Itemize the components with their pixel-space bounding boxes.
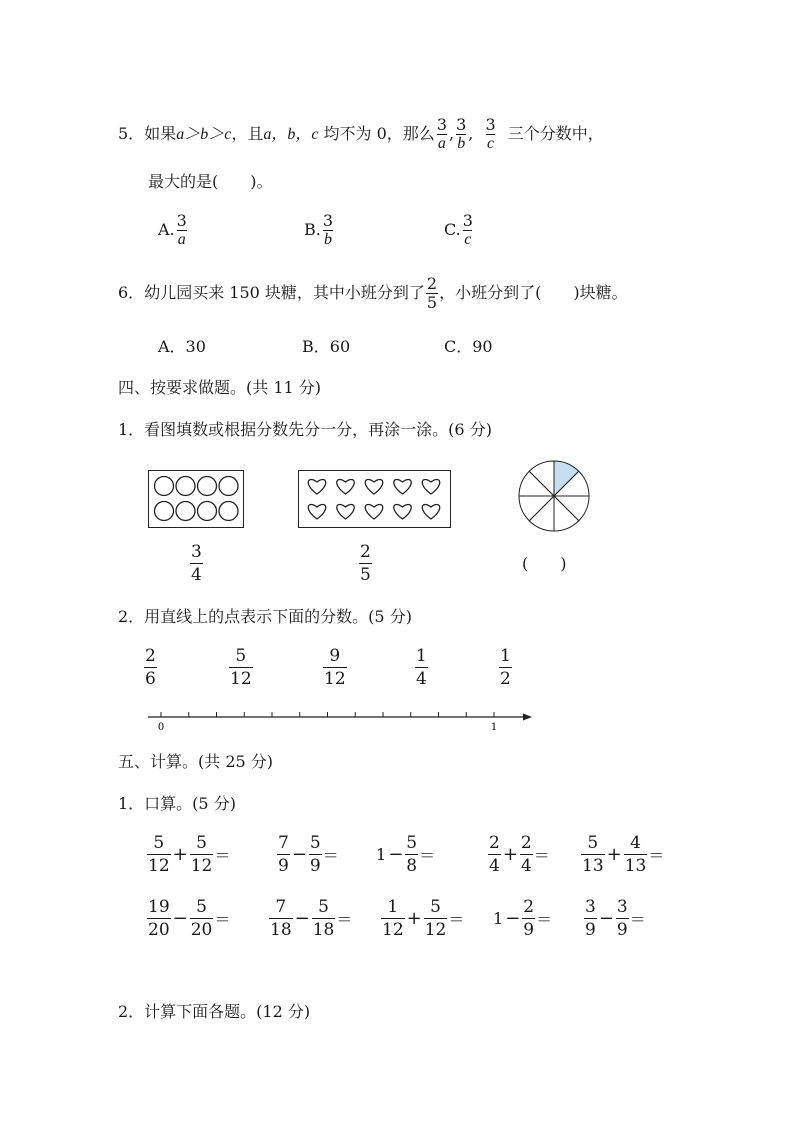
equals-sign: ＝ (336, 910, 353, 929)
mental-math-item[interactable] (380, 896, 464, 941)
circle-shape (219, 477, 238, 496)
operator: − (291, 844, 307, 865)
operand-fraction: $\frac{5}{18}$ (312, 897, 335, 940)
mental-math-item[interactable] (146, 896, 230, 941)
q6-frac: $\frac{2}{5}$ (426, 274, 438, 312)
q5-frac-b: $\frac{3}{b}$ (456, 115, 467, 152)
pie-answer-blank[interactable]: ( ) (522, 554, 567, 573)
circle-shape (155, 502, 174, 521)
numline-frac-3: $\frac{9}{12}$ (324, 646, 346, 689)
heart-shape (422, 505, 439, 519)
numline-frac-5: $\frac{1}{2}$ (500, 646, 511, 689)
operator: + (406, 908, 422, 929)
circle-shape (155, 477, 174, 496)
hearts-graphic (299, 471, 449, 526)
number-line (140, 705, 540, 735)
operator: + (172, 844, 188, 865)
q5-line1: 5．如果a＞b＞c，且a，b，c 均不为 0，那么 $\frac{3}{a}$ , $\frac{3}{b}$ , $\frac{3}{c}$ 三个分数中， (118, 115, 604, 152)
operator: + (502, 844, 518, 865)
hearts-box (298, 470, 451, 528)
equals-sign: ＝ (448, 910, 465, 929)
operator: − (172, 908, 188, 929)
heart-shape (365, 480, 382, 494)
heart-shape (308, 505, 325, 519)
q5-frac-a: $\frac{3}{a}$ (436, 115, 447, 152)
operand-fraction: 1 12 (382, 897, 404, 940)
operand-fraction: 7 18 (270, 897, 292, 940)
q6-option-b[interactable]: B．60 (302, 337, 351, 356)
frac-2-5: $\frac{2}{5}$ (360, 542, 371, 585)
tick-label-0: 0 (157, 722, 165, 733)
equals-sign: ＝ (648, 846, 665, 865)
operand-fraction: 3 9 (585, 897, 596, 940)
operator: − (505, 908, 521, 929)
equals-sign: ＝ (533, 846, 550, 865)
mental-math-item[interactable] (376, 832, 435, 877)
mental-math-item[interactable] (146, 832, 230, 877)
circle-shape (198, 502, 217, 521)
operand-fraction: $\frac{5}{12}$ (190, 833, 213, 876)
heart-shape (365, 505, 382, 519)
circles-graphic (149, 471, 242, 526)
operand-fraction: 5 12 (148, 833, 170, 876)
mental-math-item[interactable] (487, 832, 550, 877)
section4-title: 四、按要求做题。(共 11 分) (118, 378, 322, 397)
section5-q1: 1．口算。(5 分) (118, 794, 236, 813)
circle-shape (176, 477, 195, 496)
operand-fraction: $\frac{5}{8}$ (406, 833, 418, 876)
number-line-arrow (523, 714, 532, 721)
frac-3-4: $\frac{3}{4}$ (191, 542, 202, 585)
operand-fraction: 2 4 (489, 833, 500, 876)
equals-sign: ＝ (214, 846, 231, 865)
mental-math-item[interactable] (493, 896, 552, 941)
pie-chart (514, 456, 594, 536)
q5-option-a[interactable]: A. $\frac{3}{a}$ (158, 211, 187, 248)
mental-math-item[interactable] (268, 896, 352, 941)
operand-fraction: $\frac{3}{9}$ (616, 897, 628, 940)
q5-line2: 最大的是( )。 (148, 172, 273, 191)
heart-shape (337, 480, 354, 494)
mental-math-item[interactable] (580, 832, 664, 877)
circles-box (148, 470, 244, 528)
equals-sign: ＝ (419, 846, 436, 865)
q5-option-c[interactable]: C. $\frac{3}{c}$ (444, 211, 473, 248)
numline-frac-4: $\frac{1}{4}$ (416, 646, 427, 689)
whole-number: 1 (493, 909, 504, 928)
operand-fraction: $\frac{5}{20}$ (190, 897, 213, 940)
whole-number: 1 (376, 845, 387, 864)
equals-sign: ＝ (536, 910, 553, 929)
q6-line: 6．幼儿园买来 150 块糖，其中小班分到了 $\frac{2}{5}$ ，小班分到了( )块糖。 (118, 274, 628, 312)
heart-shape (422, 480, 439, 494)
operand-fraction: $\frac{2}{4}$ (520, 833, 532, 876)
equals-sign: ＝ (214, 910, 231, 929)
q6-option-a[interactable]: A．30 (158, 337, 206, 356)
operand-fraction: 5 13 (582, 833, 604, 876)
tick-label-1: 1 (490, 722, 498, 733)
heart-shape (394, 480, 411, 494)
mental-math-item[interactable] (276, 832, 339, 877)
heart-shape (394, 505, 411, 519)
circle-shape (219, 502, 238, 521)
operand-fraction: $\frac{2}{9}$ (523, 897, 535, 940)
q6-option-c[interactable]: C．90 (444, 337, 493, 356)
operator: − (598, 908, 614, 929)
section5-q2: 2．计算下面各题。(12 分) (118, 1002, 311, 1021)
q5-option-b[interactable]: B. $\frac{3}{b}$ (304, 211, 334, 248)
heart-shape (337, 505, 354, 519)
circle-shape (198, 477, 217, 496)
equals-sign: ＝ (322, 846, 339, 865)
section5-title: 五、计算。(共 25 分) (118, 752, 274, 771)
section4-q1: 1．看图填数或根据分数先分一分，再涂一涂。(6 分) (118, 420, 492, 439)
operand-fraction: $\frac{5}{12}$ (424, 897, 447, 940)
heart-shape (308, 480, 325, 494)
operator: − (388, 844, 404, 865)
operand-fraction: $\frac{4}{13}$ (624, 833, 647, 876)
numline-frac-2: $\frac{5}{12}$ (230, 646, 252, 689)
mental-math-item[interactable] (583, 896, 646, 941)
section4-q2: 2．用直线上的点表示下面的分数。(5 分) (118, 607, 412, 626)
numline-frac-1: $\frac{2}{6}$ (145, 646, 156, 689)
operand-fraction: 7 9 (278, 833, 289, 876)
operand-fraction: 19 20 (148, 897, 170, 940)
equals-sign: ＝ (629, 910, 646, 929)
operator: + (606, 844, 622, 865)
operator: − (294, 908, 310, 929)
circle-shape (176, 502, 195, 521)
operand-fraction: $\frac{5}{9}$ (309, 833, 321, 876)
q5-frac-c: $\frac{3}{c}$ (485, 115, 496, 152)
